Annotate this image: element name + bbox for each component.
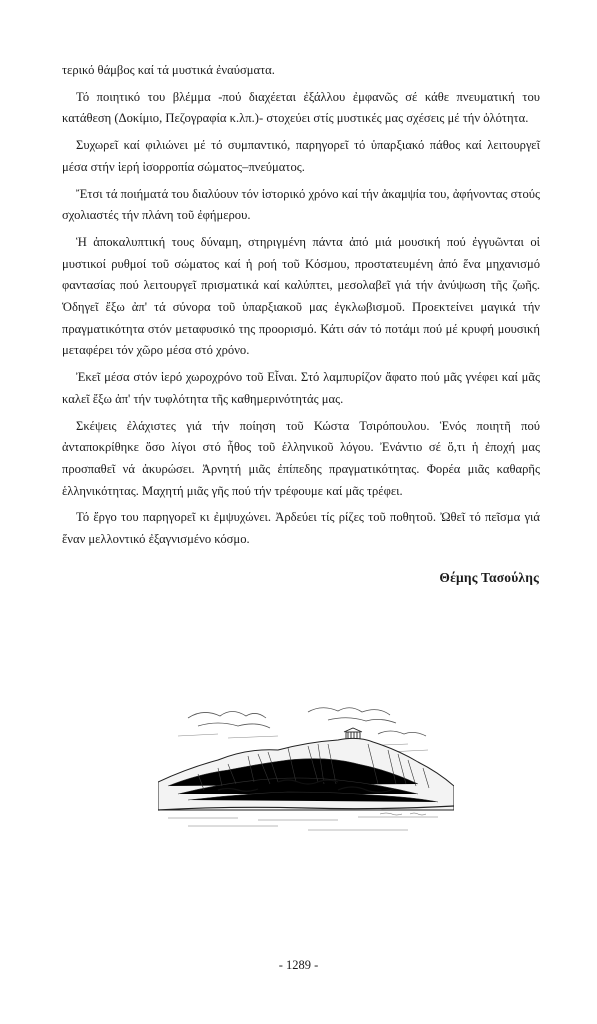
paragraph: Συχωρεῖ καί φιλιώνει μέ τό συμπαντικό, παρηγορεῖ τό ὑπαρξιακό πάθος καί λειτουργεῖ μέσα στήν ἱερή ἰσορροπία σώματος–πνεύματος. [62, 138, 540, 174]
author-signature: Θέμης Τασούλης [439, 570, 539, 585]
paragraph: Ἐκεῖ μέσα στόν ἱερό χωροχρόνο τοῦ Εἶναι. Στό λαμπυρίζον ἄφατο πού μᾶς γνέφει καί μᾶς καλεῖ ἔξω ἀπ' τήν τυφλότητα τῆς καθημερινότητάς μας. [62, 370, 540, 406]
paragraph: Τό ἔργο του παρηγορεῖ κι ἐμψυχώνει. Ἀρδεύει τίς ρίζες τοῦ ποθητοῦ. Ὠθεῖ τό πεῖσμα γιά ἕναν μελλοντικό ἐξαγνισμένο κόσμο. [62, 510, 540, 547]
paragraph: Τό ποιητικό του βλέμμα -πού διαχέεται ἐξάλλου ἐμφανῶς σέ κάθε πνευματική του κατάθεση (Δοκίμιο, Πεζογραφία κ.λπ.)- στοχεύει στίς μυστικές μας σχέσεις μέ τήν ὁλότητα. [62, 89, 540, 126]
paragraph: Σκέψεις ἐλάχιστες γιά τήν ποίηση τοῦ Κώστα Τσιρόπουλου. Ἑνός ποιητῆ πού ἀνταποκρίθηκε ὅσο λίγοι στό ἦθος τοῦ ἑλληνικοῦ λόγου. Ἐνάντιο σέ ὅ,τι ἡ ἐποχή μας προσπαθεῖ νά ἀκυρώσει. Ἀρνητή μιᾶς ἐπίπεδης πραγματικότητας. Φορέα μιᾶς καθαρῆς ἑλληνικότητας. Μαχητή μιᾶς γῆς πού τήν τρέφουμε καί μᾶς τρέφει. [62, 418, 540, 498]
article-text [62, 60, 540, 556]
paragraph: Ἔτσι τά ποιήματά του διαλύουν τόν ἱστορικό χρόνο καί τήν ἀκαμψία του, ἀφήνοντας στούς σχολιαστές τήν πλάνη τοῦ ἐφήμερου. [62, 186, 541, 223]
paragraph: τερικό θάμβος καί τά μυστικά ἐναύσματα. [62, 63, 275, 77]
page-number: - 1289 - [278, 958, 319, 972]
landscape-sketch-illustration [158, 690, 454, 842]
paragraph: Ἡ ἀποκαλυπτική τους δύναμη, στηριγμένη πάντα ἀπό μιά μουσική πού ἐγγυῶνται οἱ μυστικοί ρυθμοί τοῦ σώματος καί ἡ ροή τοῦ Κόσμου, προστατευμένη ἀπό ἕνα μηχανισμό φαντασίας πού λειτουργεῖ πρισματικά καί καλύπτει, μεσολαβεῖ γιά τήν ἀνύψωση τῆς ζωῆς. Ὁδηγεῖ ἔξω ἀπ' τά σύνορα τοῦ ὑπαρξιακοῦ μας ἐγκλωβισμοῦ. Προεκτείνει μαγικά τήν πραγματικότητα στόν μεταφυσικό της προορισμό. Κάτι σάν τό ποτάμι πού μέ κρυφή μουσική μεταφέρει τόν χῶρο μέσα στό χρόνο. [62, 234, 540, 358]
